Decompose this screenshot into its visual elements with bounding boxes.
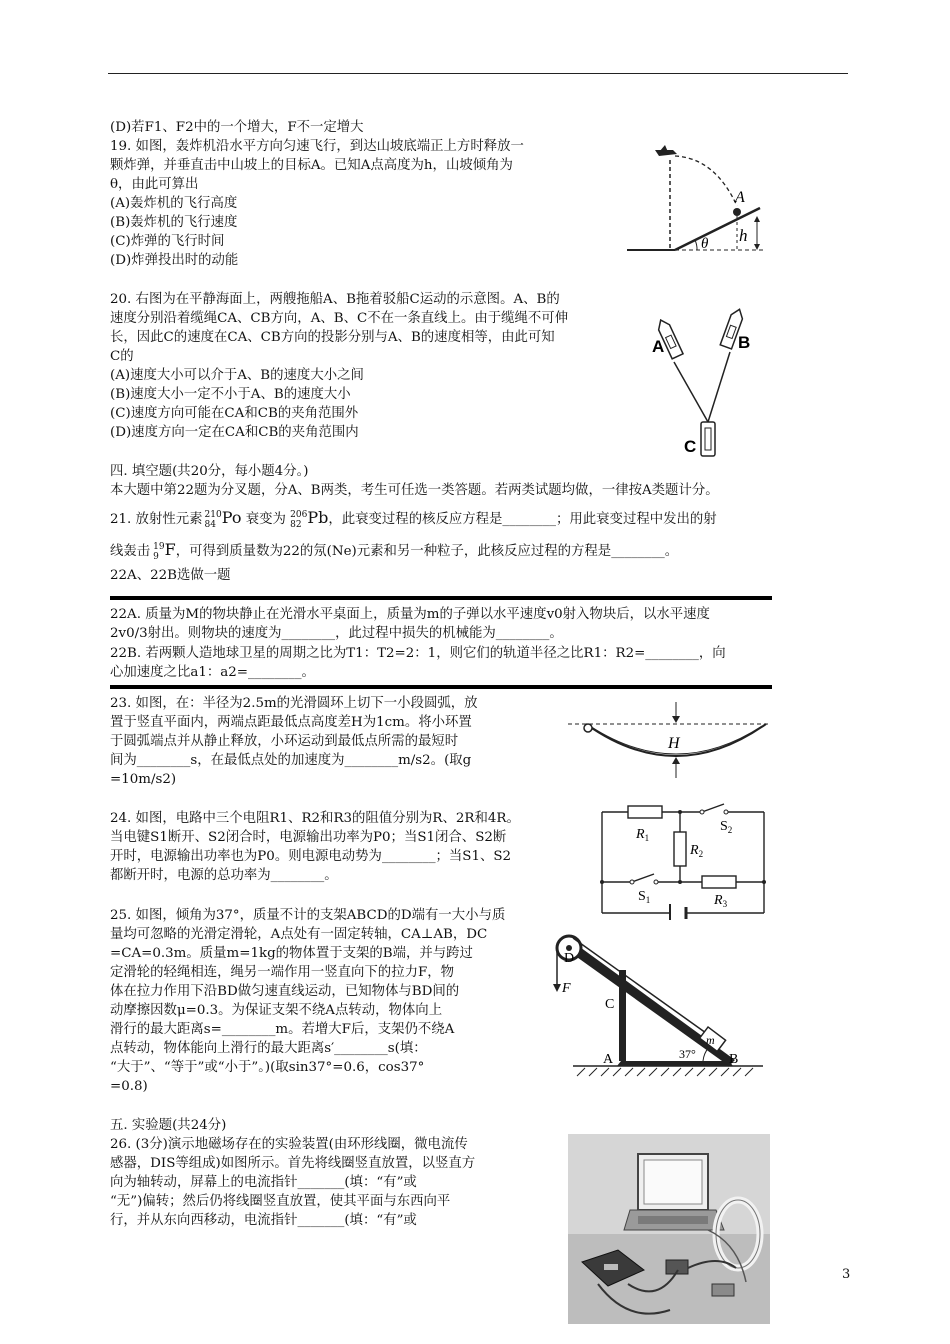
q20-option-c: (C)速度方向可能在CA和CB的夹角范围外 (110, 406, 359, 421)
q19-option-b: (B)轰炸机的飞行速度 (110, 215, 238, 230)
resistor-r1 (628, 806, 662, 818)
q19-bomber-figure (625, 140, 775, 260)
label-theta: θ (701, 236, 709, 252)
q18-option-d: (D)若F1、F2中的一个增大，F不一定增大 (110, 120, 364, 135)
q24-line: 都断开时，电源的总功率为________。 (110, 868, 338, 883)
q19-option-a: (A)轰炸机的飞行高度 (110, 196, 238, 211)
q22-top-rule (110, 596, 772, 600)
q25-line: 动摩擦因数μ=0.3。为保证支架不绕A点转动，物体向上 (110, 1003, 443, 1018)
label-a: A (735, 189, 745, 206)
switch-s1 (632, 874, 654, 882)
q25-line: 量均可忽略的光滑定滑轮，A点处有一固定转轴，CA⊥AB，DC (110, 927, 488, 942)
label-r2: $R_2$ (690, 843, 704, 859)
q23-arc-figure (566, 700, 776, 780)
resistor-r2 (674, 832, 686, 866)
q24-circuit-figure (598, 800, 768, 920)
q19-stem-line: θ，由此可算出 (110, 177, 199, 192)
label-angle: 37° (679, 1047, 696, 1061)
resistor-r3 (702, 876, 736, 888)
q26-apparatus-photo (568, 1134, 770, 1324)
q26-line: 感器，DIS等组成)如图所示。首先将线圈竖直放置，以竖直方 (110, 1156, 476, 1171)
page-number: 3 (842, 1267, 851, 1282)
q22b-line: 22B. 若两颗人造地球卫星的周期之比为T1：T2=2：1，则它们的轨道半径之比R1：R2=________，向 (110, 646, 726, 661)
q21-line-1: 21. 放射性元素 210 84 Po 衰变为 206 82 Pb，此衰变过程的核反应方程是________；用此衰变过程中发出的射 (110, 508, 717, 530)
q24-line: 24. 如图，电路中三个电阻R1、R2和R3的阻值分别为R、2R和4R。 (110, 811, 520, 826)
q20-stem-line: 长，因此C的速度在CA、CB方向的投影分别与A、B的速度相等，由此可知 (110, 330, 555, 345)
label-h: H (668, 735, 680, 752)
q19-stem-line: 颗炸弹，并垂直击中山坡上的目标A。已知A点高度为h，山坡倾角为 (110, 158, 513, 173)
q20-option-a: (A)速度大小可以介于A、B的速度大小之间 (110, 368, 364, 383)
header-rule (108, 73, 848, 74)
q23-line: 23. 如图，在：半径为2.5m的光滑圆环上切下一小段圆弧，放 (110, 696, 478, 711)
q25-line: 体在拉力作用下沿BD做匀速直线运动，已知物体与BD间的 (110, 984, 460, 999)
q20-stem-line: 速度分别沿着缆绳CA、CB方向，A、B、C不在一条直线上。由于缆绳不可伸 (110, 311, 569, 326)
switch-s2 (702, 804, 724, 812)
barge-c (701, 422, 715, 456)
q22-bottom-rule (110, 685, 772, 689)
q22-choice-note: 22A、22B选做一题 (110, 568, 231, 583)
q19-stem-line: 19. 如图，轰炸机沿水平方向匀速飞行，到达山坡底端正上方时释放一 (110, 139, 524, 154)
q22a-line: 22A. 质量为M的物块静止在光滑水平桌面上，质量为m的子弹以水平速度v0射入物块后，以水平速度 (110, 607, 710, 622)
q24-line: 开时，电源输出功率也为P0。则电源电动势为________；当S1、S2 (110, 849, 512, 864)
q24-line: 当电键S1断开、S2闭合时，电源输出功率为P0；当S1闭合、S2断 (110, 830, 507, 845)
bracket-base-ab (617, 1061, 733, 1066)
label-d: D (564, 951, 575, 966)
q26-line: 行，并从东向西移动，电流指针_______(填：“有”或 (110, 1213, 417, 1228)
label-h: h (739, 226, 748, 245)
label-r3: $R_3$ (714, 893, 728, 909)
q23-line: =10m/s2) (110, 772, 177, 787)
q26-line: 向为轴转动，屏幕上的电流指针_______(填：“有”或 (110, 1175, 417, 1190)
laptop-icon (624, 1154, 724, 1230)
q25-line: 25. 如图，倾角为37°，质量不计的支架ABCD的D端有一大小与质 (110, 908, 506, 923)
q25-line: =CA=0.3m。质量m=1kg的物体置于支架的B端，并与跨过 (110, 946, 473, 961)
q23-line: 间为________s，在最低点处的加速度为________m/s2。(取g (110, 753, 472, 768)
q25-bracket-figure (553, 930, 768, 1080)
label-s2: $S_2$ (720, 819, 733, 835)
q25-line: 滑行的最大距离s=________m。若增大F后，支架仍不绕A (110, 1022, 455, 1037)
q26-line: “无”)偏转；然后仍将线圈竖直放置，使其平面与东西向平 (110, 1194, 451, 1209)
label-a: A (652, 337, 665, 356)
q19-option-c: (C)炸弹的飞行时间 (110, 234, 225, 249)
q23-line: 于圆弧端点并从静止释放，小环运动到最低点所需的最短时 (110, 734, 459, 749)
q25-line: 点转动，物体能向上滑行的最大距离s′________s(填： (110, 1041, 427, 1056)
label-m: m (706, 1033, 715, 1047)
q20-tugboat-figure (648, 292, 758, 462)
q26-line: 26. (3分)演示地磁场存在的实验装置(由环形线圈，微电流传 (110, 1137, 468, 1152)
label-c: C (684, 437, 697, 456)
label-f: F (562, 981, 571, 996)
q21-line-2: 线轰击 19 9 F，可得到质量数为22的氖(Ne)元素和另一种粒子，此核反应过程的方程是________。 (110, 540, 679, 562)
section-4-note: 本大题中第22题为分叉题，分A、B两类，考生可任选一类答题。若两类试题均做，一律按A类题计分。 (110, 483, 719, 498)
bracket-incline-bd (567, 942, 735, 1066)
section-4-title: 四. 填空题(共20分，每小题4分。) (110, 464, 309, 479)
q25-line: =0.8) (110, 1079, 148, 1094)
label-c: C (605, 997, 615, 1012)
q20-option-b: (B)速度大小一定不小于A、B的速度大小 (110, 387, 351, 402)
section-5-title: 五. 实验题(共24分) (110, 1118, 227, 1133)
bomber-icon (655, 145, 677, 156)
label-a: A (603, 1052, 614, 1067)
q20-stem-line: 20. 右图为在平静海面上，两艘拖船A、B拖着驳船C运动的示意图。A、B的 (110, 292, 560, 307)
q22a-line: 2v0/3射出。则物块的速度为________，此过程中损失的机械能为________。 (110, 626, 563, 641)
label-b: B (738, 333, 751, 352)
q25-line: 定滑轮的轻绳相连，绳另一端作用一竖直向下的拉力F，物 (110, 965, 455, 980)
label-r1: $R_1$ (636, 827, 650, 843)
q23-line: 置于竖直平面内，两端点距最低点高度差H为1cm。将小环置 (110, 715, 472, 730)
label-s1: $S_1$ (638, 889, 651, 905)
q20-stem-line: C的 (110, 349, 134, 364)
q22b-line: 心加速度之比a1：a2=________。 (110, 665, 315, 680)
label-b: B (729, 1052, 739, 1067)
small-ring (584, 724, 592, 732)
q20-option-d: (D)速度方向一定在CA和CB的夹角范围内 (110, 425, 359, 440)
q19-option-d: (D)炸弹投出时的动能 (110, 253, 239, 268)
q25-line: “大于”、“等于”或“小于”。)(取sin37°=0.6，cos37° (110, 1060, 425, 1075)
